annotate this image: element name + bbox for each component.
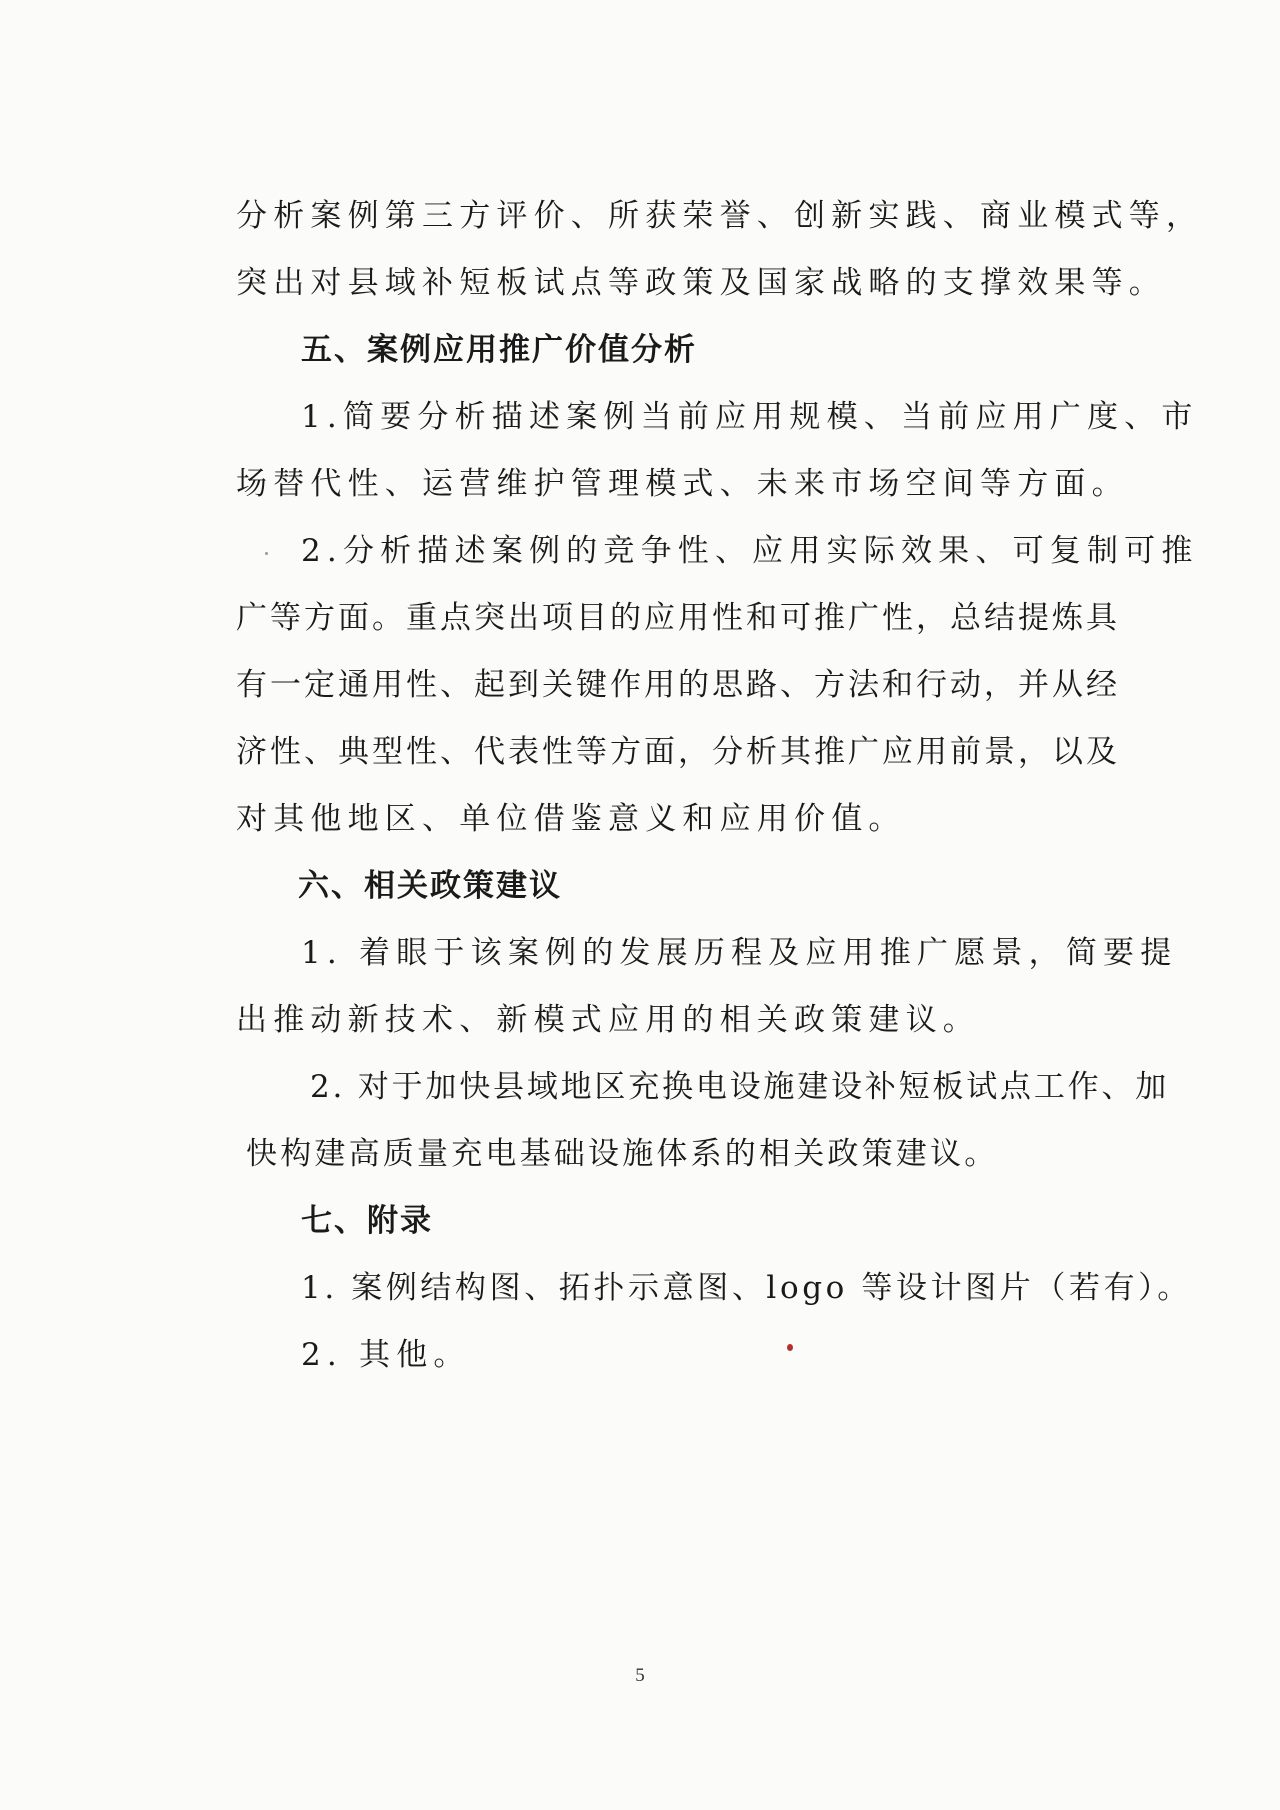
body-text-line: 突出对县域补短板试点等政策及国家战略的支撑效果等。 bbox=[236, 265, 1166, 301]
body-text-line: 2. 其他。 bbox=[301, 1337, 471, 1373]
body-text-line: 1. 着眼于该案例的发展历程及应用推广愿景，简要提 bbox=[301, 935, 1178, 971]
body-text-line: 2.分析描述案例的竞争性、应用实际效果、可复制可推 bbox=[301, 533, 1199, 569]
section-heading-7: 七、附录 bbox=[301, 1203, 433, 1239]
page-number: 5 bbox=[635, 1665, 645, 1686]
body-text-line: 出推动新技术、新模式应用的相关政策建议。 bbox=[236, 1002, 980, 1038]
section-heading-5: 五、案例应用推广价值分析 bbox=[301, 332, 697, 368]
body-text-line: 对其他地区、单位借鉴意义和应用价值。 bbox=[236, 801, 906, 837]
body-text-line: 1. 案例结构图、拓扑示意图、logo 等设计图片（若有）。 bbox=[301, 1270, 1192, 1306]
scan-speck bbox=[787, 1344, 793, 1351]
body-text-line: 1.简要分析描述案例当前应用规模、当前应用广度、市 bbox=[301, 399, 1199, 435]
body-text-line: 2. 对于加快县域地区充换电设施建设补短板试点工作、加 bbox=[310, 1069, 1170, 1105]
body-text-line: 有一定通用性、起到关键作用的思路、方法和行动，并从经 bbox=[236, 667, 1120, 703]
section-heading-6: 六、相关政策建议 bbox=[298, 868, 562, 904]
body-text-line: 场替代性、运营维护管理模式、未来市场空间等方面。 bbox=[236, 466, 1129, 502]
body-text-line: 济性、典型性、代表性等方面，分析其推广应用前景，以及 bbox=[236, 734, 1120, 770]
body-text-line: 快构建高质量充电基础设施体系的相关政策建议。 bbox=[246, 1136, 999, 1172]
scan-speck bbox=[265, 552, 268, 555]
body-text-line: 分析案例第三方评价、所获荣誉、创新实践、商业模式等， bbox=[236, 198, 1204, 234]
body-text-line: 广等方面。重点突出项目的应用性和可推广性，总结提炼具 bbox=[236, 600, 1120, 636]
